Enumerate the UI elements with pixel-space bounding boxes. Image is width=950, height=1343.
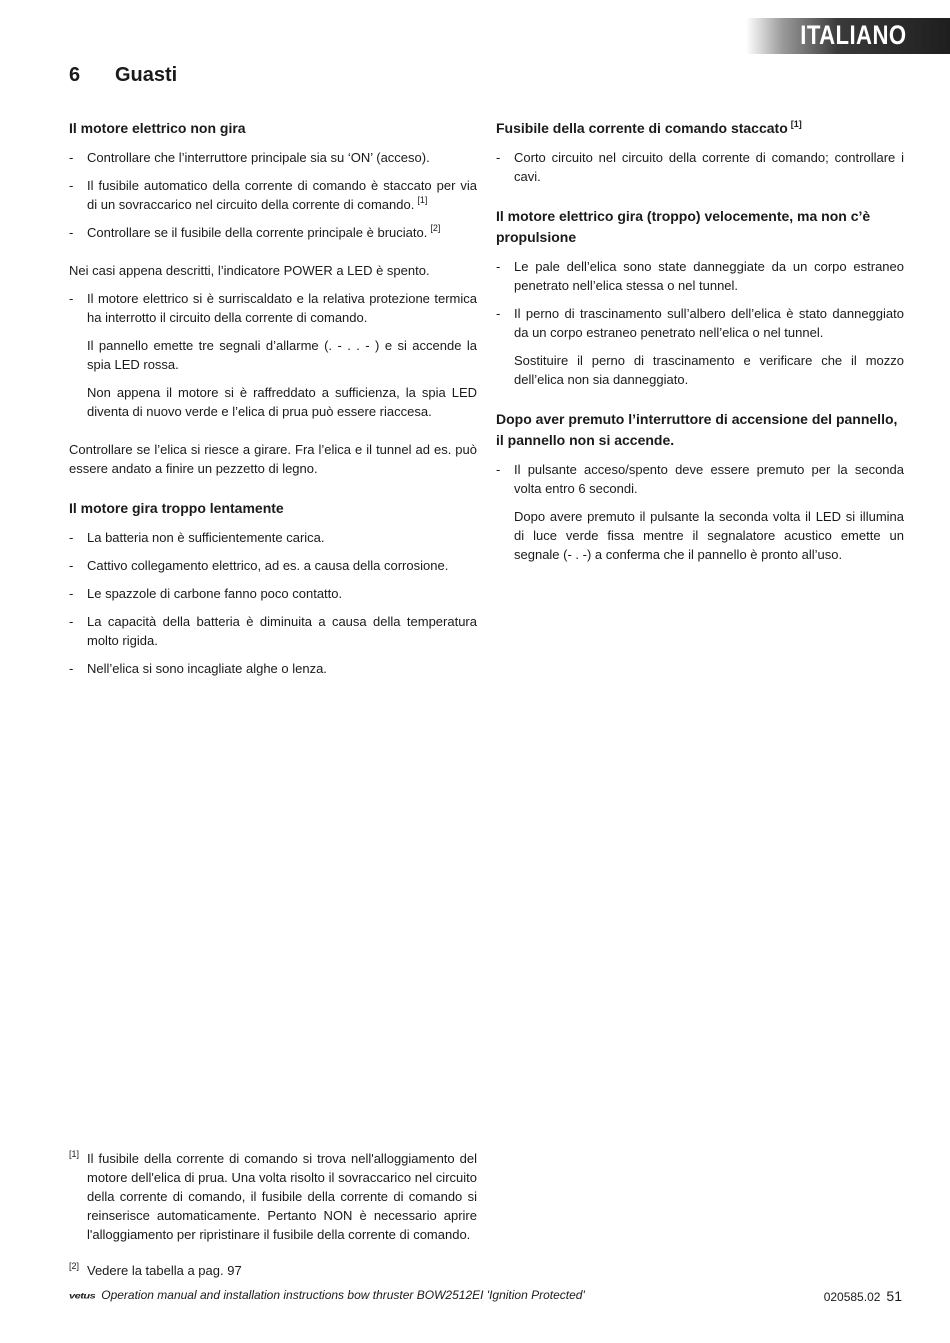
language-tab — [746, 18, 950, 54]
section-heading: Il motore elettrico gira (troppo) velocemente, ma non c’è propulsione — [496, 208, 871, 245]
paragraph: Controllare se l’elica si riesce a girare. Fra l’elica e il tunnel ad es. può essere andato a finire un pezzetto di legno. — [69, 442, 477, 476]
list-item: - Cattivo collegamento elettrico, ad es. a causa della corrosione. — [69, 556, 477, 575]
chapter-title: Guasti — [115, 64, 178, 86]
section-heading: Fusibile della corrente di comando staccato [1] — [496, 119, 802, 136]
list-item: - Il fusibile automatico della corrente di comando è staccato per via di un sovraccarico nel circuito della corrente di comando. [1] — [69, 176, 477, 214]
language-label: ITALIANO — [799, 20, 906, 50]
list-item: - Nell’elica si sono incagliate alghe o lenza. — [69, 659, 477, 678]
page-number: 51 — [886, 1288, 902, 1304]
right-column — [496, 118, 904, 573]
list-item: - Il perno di trascinamento sull’albero dell’elica è stato danneggiato da un corpo estraneo penetrato nell’elica o nel tunnel. — [496, 304, 904, 342]
list-item: - La capacità della batteria è diminuita a causa della temperatura molto rigida. — [69, 612, 477, 650]
section-heading: Dopo aver premuto l’interruttore di accensione del pannello, il pannello non si accende. — [496, 411, 898, 448]
footnote-text: Vedere la tabella a pag. 97 — [87, 1263, 242, 1278]
list-item: - Controllare se il fusibile della corrente principale è bruciato. [2] — [69, 223, 477, 242]
document-code: 020585.02 — [823, 1290, 881, 1304]
list-item: - Il motore elettrico si è surriscaldato e la relativa protezione termica ha interrotto il circuito della corrente di comando. — [69, 289, 477, 327]
footnote-ref: [1] — [417, 195, 428, 205]
sub-paragraph: Non appena il motore si è raffreddato a sufficienza, la spia LED diventa di nuovo verde e l’elica di prua può essere riaccesa. — [87, 385, 477, 419]
list-item: - Il pulsante acceso/spento deve essere premuto per la seconda volta entro 6 secondi. — [496, 460, 904, 498]
list-item: - Controllare che l’interruttore principale sia su ‘ON’ (acceso). — [69, 148, 477, 167]
chapter-heading — [69, 64, 177, 87]
manual-title: Operation manual and installation instructions bow thruster BOW2512EI 'Ignition Protected' — [101, 1288, 585, 1302]
left-column — [69, 118, 477, 687]
footnote-mark: [1] — [69, 1149, 80, 1159]
list-item: - Corto circuito nel circuito della corrente di comando; controllare i cavi. — [496, 148, 904, 186]
chapter-number: 6 — [69, 64, 81, 86]
paragraph: Nei casi appena descritti, l’indicatore POWER a LED è spento. — [69, 263, 430, 278]
footnote — [69, 1149, 477, 1244]
footnote-mark: [2] — [69, 1261, 80, 1271]
footnote-ref: [1] — [790, 119, 802, 129]
brand-logo: vetus — [69, 1291, 96, 1301]
section-heading: Il motore elettrico non gira — [69, 120, 246, 136]
footnote-text: Il fusibile della corrente di comando si trova nell'alloggiamento del motore dell'elica di prua. Una volta risolto il sovraccarico nel circuito della corrente di comando, il fusibile della corrente di comando si reinserisce automaticamente. Pertanto NON è necessario aprire l'alloggiamento per ripristinare il fusibile della corrente di comando. — [87, 1151, 477, 1242]
footnote — [69, 1261, 477, 1280]
list-item: - Le spazzole di carbone fanno poco contatto. — [69, 584, 477, 603]
list-item: - Le pale dell’elica sono state danneggiate da un corpo estraneo penetrato nell’elica stessa o nel tunnel. — [496, 257, 904, 295]
footnote-ref: [2] — [430, 223, 441, 233]
list-item: - La batteria non è sufficientemente carica. — [69, 528, 477, 547]
sub-paragraph: Il pannello emette tre segnali d’allarme (. - . . - ) e si accende la spia LED rossa. — [87, 338, 477, 372]
section-heading: Il motore gira troppo lentamente — [69, 500, 284, 516]
sub-paragraph: Dopo avere premuto il pulsante la seconda volta il LED si illumina di luce verde fissa mentre il segnalatore acustico emette un segnale (- . -) a conferma che il pannello è pronto all’uso. — [514, 509, 904, 562]
page-footer — [69, 1288, 902, 1308]
sub-paragraph: Sostituire il perno di trascinamento e verificare che il mozzo dell’elica non sia danneggiato. — [514, 353, 904, 387]
